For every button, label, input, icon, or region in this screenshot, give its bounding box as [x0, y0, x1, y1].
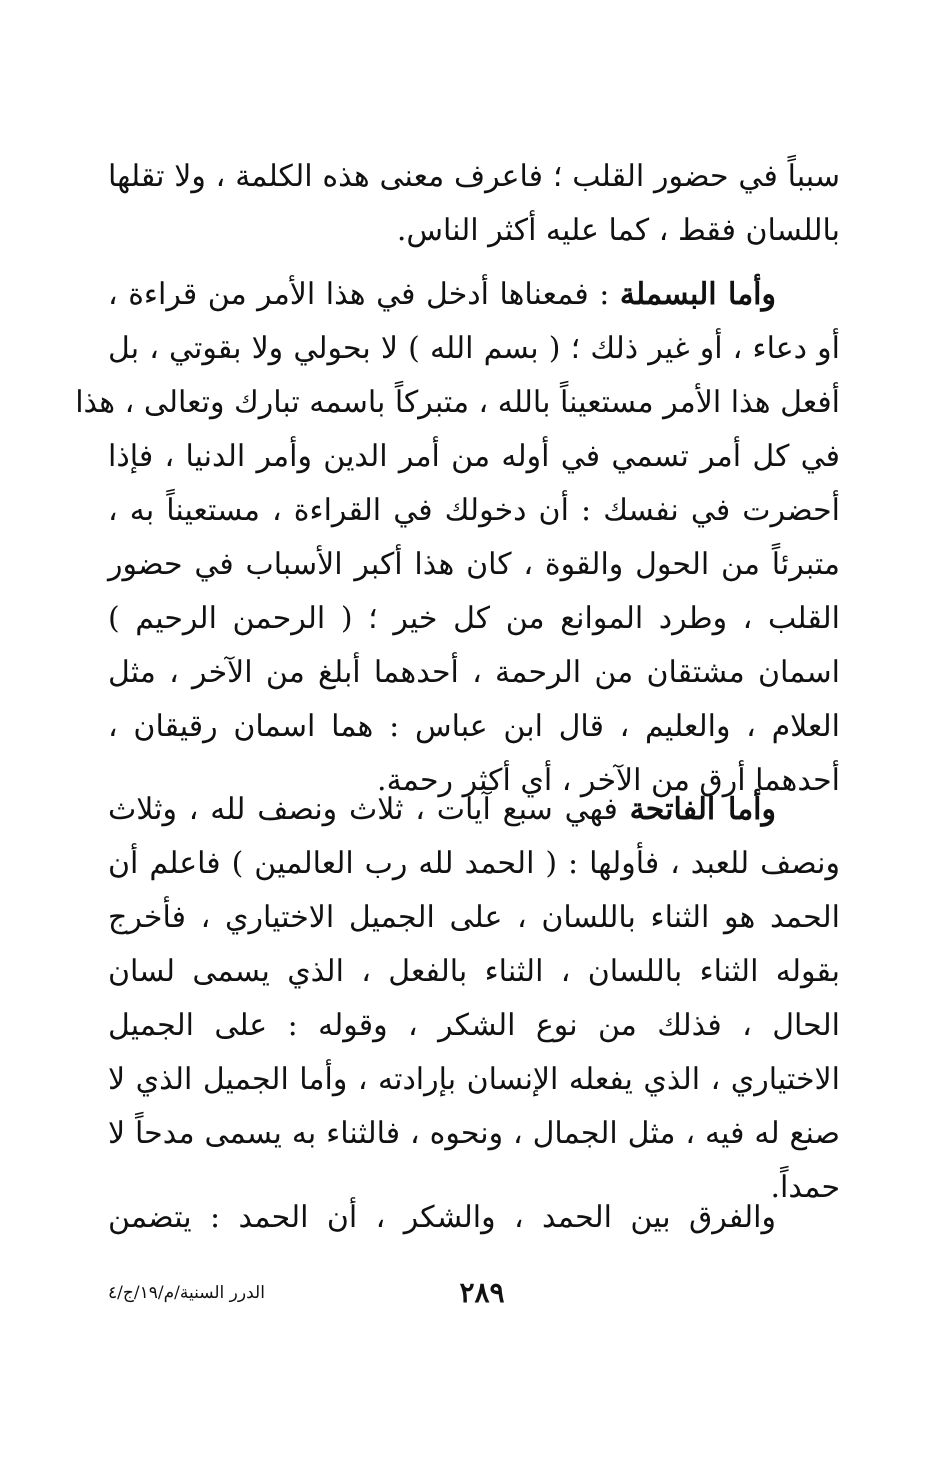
section-heading-fatiha: وأما الفاتحة — [629, 792, 776, 827]
text-run: فهي سبع آيات ، ثلاث ونصف لله ، وثلاث — [108, 792, 618, 827]
paragraph-hamd-shukr — [108, 1191, 840, 1245]
text-line: الحال ، فذلك من نوع الشكر ، وقوله : على الجميل — [108, 1008, 840, 1043]
paragraph-first-line: والفرق بين الحمد ، والشكر ، أن الحمد : يتضمن — [108, 1200, 776, 1235]
section-heading-basmala: وأما البسملة — [619, 277, 776, 312]
text-line: في كل أمر تسمي في أوله من أمر الدين وأمر الدنيا ، فإذا — [108, 439, 840, 474]
text-line: أحدهما أرق من الآخر ، أي أكثر رحمة. — [377, 763, 840, 798]
text-line: متبرئاً من الحول والقوة ، كان هذا أكبر الأسباب في حضور — [108, 547, 840, 582]
page-number: ٢٨٩ — [459, 1276, 505, 1309]
paragraph-first-line — [108, 268, 840, 322]
text-line: سبباً في حضور القلب ؛ فاعرف معنى هذه الكلمة ، ولا تقلها — [108, 159, 840, 194]
text-line: أحضرت في نفسك : أن دخولك في القراءة ، مستعيناً به ، — [108, 493, 840, 528]
text-line: باللسان فقط ، كما عليه أكثر الناس. — [396, 213, 840, 248]
text-line: العلام ، والعليم ، قال ابن عباس : هما اسمان رقيقان ، — [108, 709, 840, 744]
text-line: بقوله الثناء باللسان ، الثناء بالفعل ، الذي يسمى لسان — [108, 954, 840, 989]
paragraph-basmala — [75, 268, 840, 808]
paragraph-first-line — [108, 783, 840, 837]
source-reference: الدرر السنية/م/١٩/ج/٤ — [108, 1283, 265, 1303]
text-line: أفعل هذا الأمر مستعيناً بالله ، متبركاً باسمه تبارك وتعالى ، هذا — [75, 385, 840, 420]
text-line: اسمان مشتقان من الرحمة ، أحدهما أبلغ من الآخر ، مثل — [108, 655, 840, 690]
text-line: الاختياري ، الذي يفعله الإنسان بإرادته ، وأما الجميل الذي لا — [108, 1062, 840, 1097]
text-line: الحمد هو الثناء باللسان ، على الجميل الاختياري ، فأخرج — [108, 900, 840, 935]
text-line: أو دعاء ، أو غير ذلك ؛ ( بسم الله ) لا بحولي ولا بقوتي ، بل — [108, 331, 840, 366]
text-run: : فمعناها أدخل في هذا الأمر من قراءة ، — [108, 277, 610, 312]
text-line: القلب ، وطرد الموانع من كل خير ؛ ( الرحمن الرحيم ) — [108, 601, 840, 636]
paragraph-continuation — [108, 150, 840, 258]
text-line: صنع له فيه ، مثل الجمال ، ونحوه ، فالثناء به يسمى مدحاً لا — [108, 1116, 840, 1151]
paragraph-fatiha — [108, 783, 840, 1215]
text-line: حمداً. — [770, 1170, 840, 1205]
text-line: ونصف للعبد ، فأولها : ( الحمد لله رب العالمين ) فاعلم أن — [108, 846, 840, 881]
page-footer — [108, 1275, 840, 1315]
